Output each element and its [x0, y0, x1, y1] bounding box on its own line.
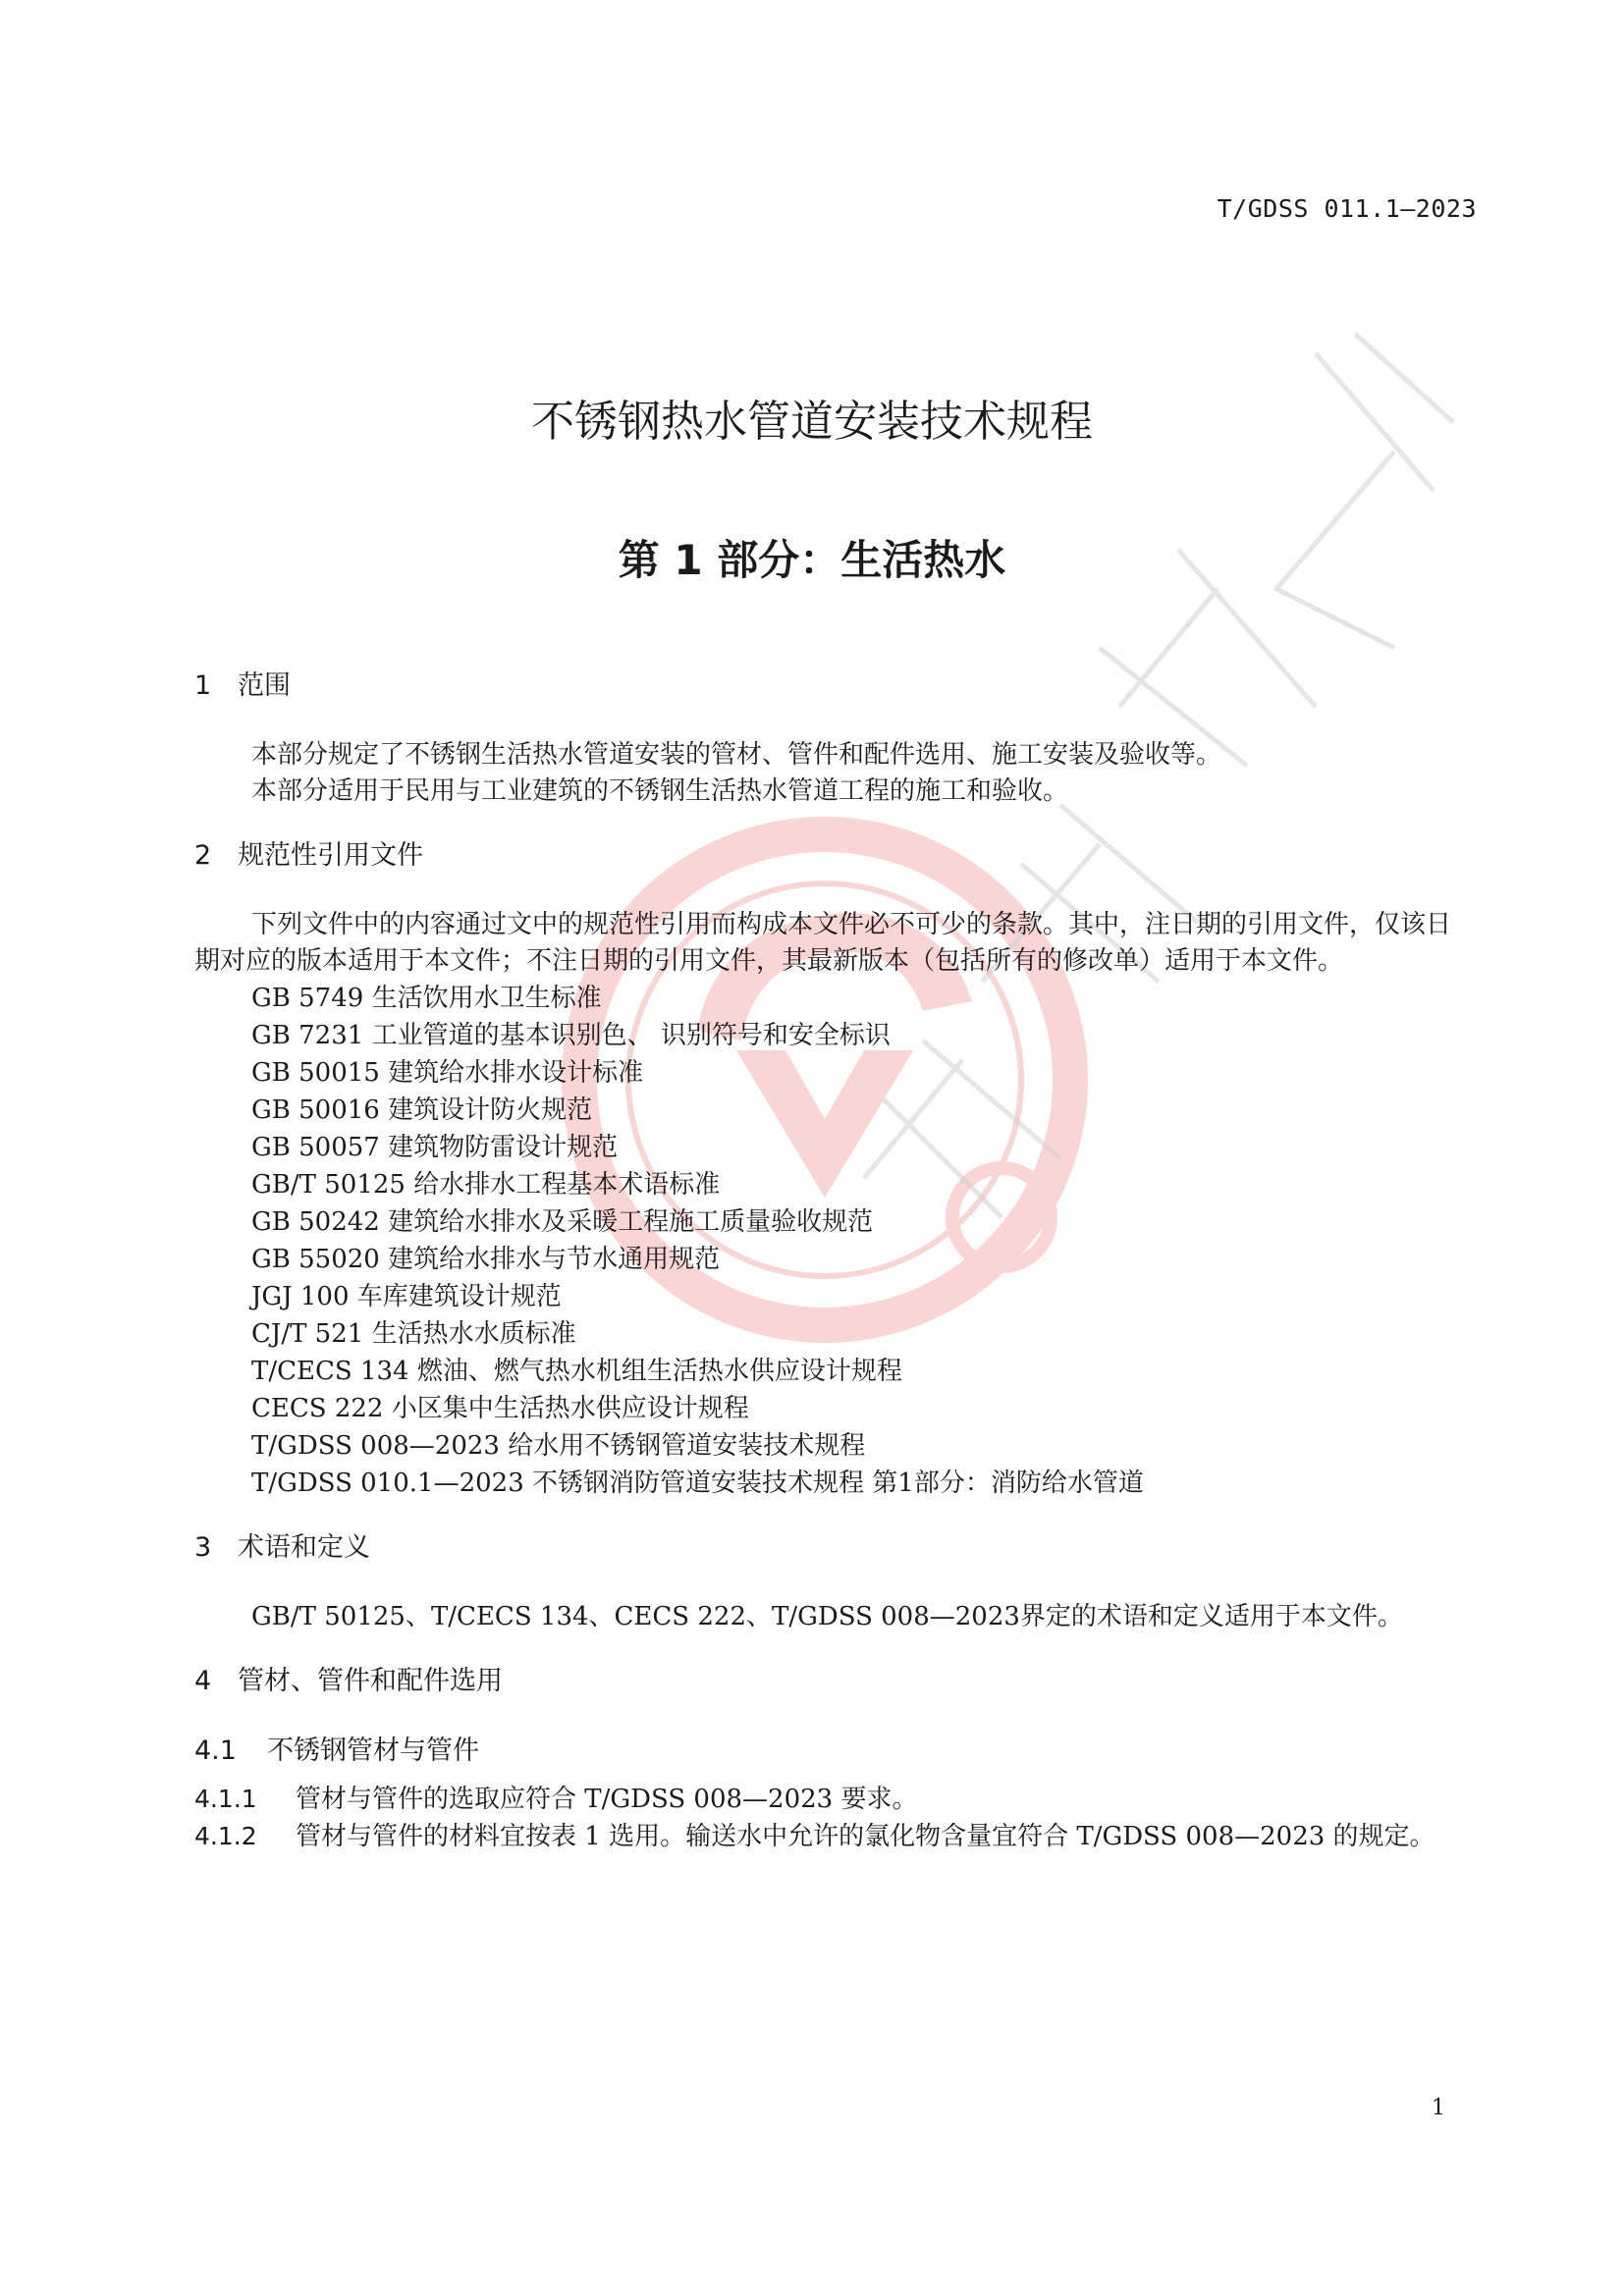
reference-item — [251, 1353, 1475, 1390]
document-subtitle: 第 1 部分：生活热水 — [618, 536, 1006, 584]
clause — [194, 1818, 1475, 1855]
paragraph: GB/T 50125、T/CECS 134、CECS 222、T/GDSS 008—2023界定的术语和定义适用于本文件。 — [251, 1602, 1403, 1631]
reference-code: T/GDSS 010.1—2023 — [251, 1468, 524, 1498]
reference-code: GB 50016 — [251, 1095, 380, 1125]
reference-name: 给水排水工程基本术语标准 — [413, 1170, 721, 1200]
section-title: 术语和定义 — [238, 1532, 370, 1563]
paragraph: 本部分适用于民用与工业建筑的不锈钢生活热水管道工程的施工和验收。 — [251, 776, 1069, 806]
reference-item — [251, 1241, 1475, 1278]
reference-code: CECS 222 — [251, 1394, 384, 1423]
section-number: 3 — [194, 1532, 212, 1563]
clause — [194, 1781, 1475, 1818]
reference-item — [251, 1092, 1475, 1129]
page-number: 1 — [1432, 2096, 1445, 2120]
reference-name: 建筑设计防火规范 — [388, 1095, 593, 1125]
reference-name: 不锈钢消防管道安装技术规程 第1部分：消防给水管道 — [532, 1468, 1144, 1498]
section-title: 管材、管件和配件选用 — [238, 1666, 503, 1696]
section-heading-scope — [194, 667, 1475, 704]
reference-name: 小区集中生活热水供应设计规程 — [391, 1394, 749, 1423]
reference-item — [251, 1278, 1475, 1315]
document-title: 不锈钢热水管道安装技术规程 — [531, 397, 1093, 447]
reference-name: 燃油、燃气热水机组生活热水供应设计规程 — [416, 1357, 902, 1386]
document-body — [194, 667, 1475, 1855]
reference-code: GB 50242 — [251, 1207, 380, 1237]
reference-name: 车库建筑设计规范 — [356, 1282, 562, 1311]
section-number: 1 — [194, 670, 212, 701]
subsection-number: 4.1 — [194, 1735, 237, 1766]
section-heading-terms — [194, 1529, 1475, 1566]
reference-name: 建筑给水排水及采暖工程施工质量验收规范 — [388, 1207, 874, 1237]
section-number: 2 — [194, 840, 212, 871]
reference-list — [194, 980, 1475, 1502]
reference-code: GB 55020 — [251, 1245, 380, 1274]
reference-code: T/GDSS 008—2023 — [251, 1431, 500, 1461]
reference-code: T/CECS 134 — [251, 1357, 409, 1386]
paragraph: 本部分规定了不锈钢生活热水管道安装的管材、管件和配件选用、施工安装及验收等。 — [251, 740, 1222, 770]
reference-code: JGJ 100 — [251, 1282, 350, 1311]
clause-number: 4.1.1 — [194, 1785, 257, 1813]
reference-name: 工业管道的基本识别色、 识别符号和安全标识 — [371, 1021, 891, 1050]
section-title: 范围 — [238, 670, 291, 701]
reference-item — [251, 1465, 1475, 1502]
document-code: T/GDSS 011.1—2023 — [1217, 194, 1477, 223]
reference-code: GB 7231 — [251, 1021, 364, 1050]
section-heading-materials — [194, 1663, 1475, 1699]
reference-code: GB 5749 — [251, 984, 364, 1013]
reference-item — [251, 1315, 1475, 1353]
reference-item — [251, 1203, 1475, 1241]
reference-item — [251, 1054, 1475, 1092]
section-number: 4 — [194, 1666, 212, 1696]
reference-name: 生活热水水质标准 — [371, 1319, 576, 1349]
reference-item — [251, 1390, 1475, 1427]
subsection-heading — [194, 1733, 1475, 1769]
reference-name: 建筑给水排水与节水通用规范 — [388, 1245, 721, 1274]
reference-name: 给水用不锈钢管道安装技术规程 — [508, 1431, 866, 1461]
paragraph: 下列文件中的内容通过文中的规范性引用而构成本文件必不可少的条款。其中，注日期的引用文件，仅该日期对应的版本适用于本文件；不注日期的引用文件，其最新版本（包括所有的修改单）适用于本文件。 — [194, 910, 1452, 976]
reference-code: GB 50015 — [251, 1058, 380, 1088]
subsection-title: 不锈钢管材与管件 — [267, 1735, 479, 1766]
reference-name: 建筑给水排水设计标准 — [388, 1058, 644, 1088]
clause-number: 4.1.2 — [194, 1822, 257, 1850]
reference-item — [251, 980, 1475, 1017]
reference-code: GB/T 50125 — [251, 1170, 406, 1200]
section-heading-normative-references — [194, 837, 1475, 874]
reference-item — [251, 1129, 1475, 1166]
reference-code: GB 50057 — [251, 1133, 380, 1162]
reference-item — [251, 1427, 1475, 1465]
reference-name: 建筑物防雷设计规范 — [388, 1133, 619, 1162]
reference-code: CJ/T 521 — [251, 1319, 364, 1349]
clause-text: 管材与管件的选取应符合 T/GDSS 008—2023 要求。 — [296, 1785, 918, 1814]
reference-name: 生活饮用水卫生标准 — [371, 984, 602, 1013]
clause-text: 管材与管件的材料宜按表 1 选用。输送水中允许的氯化物含量宜符合 T/GDSS 008—2023 的规定。 — [296, 1822, 1435, 1851]
reference-item — [251, 1166, 1475, 1203]
reference-item — [251, 1017, 1475, 1054]
section-title: 规范性引用文件 — [238, 840, 423, 871]
